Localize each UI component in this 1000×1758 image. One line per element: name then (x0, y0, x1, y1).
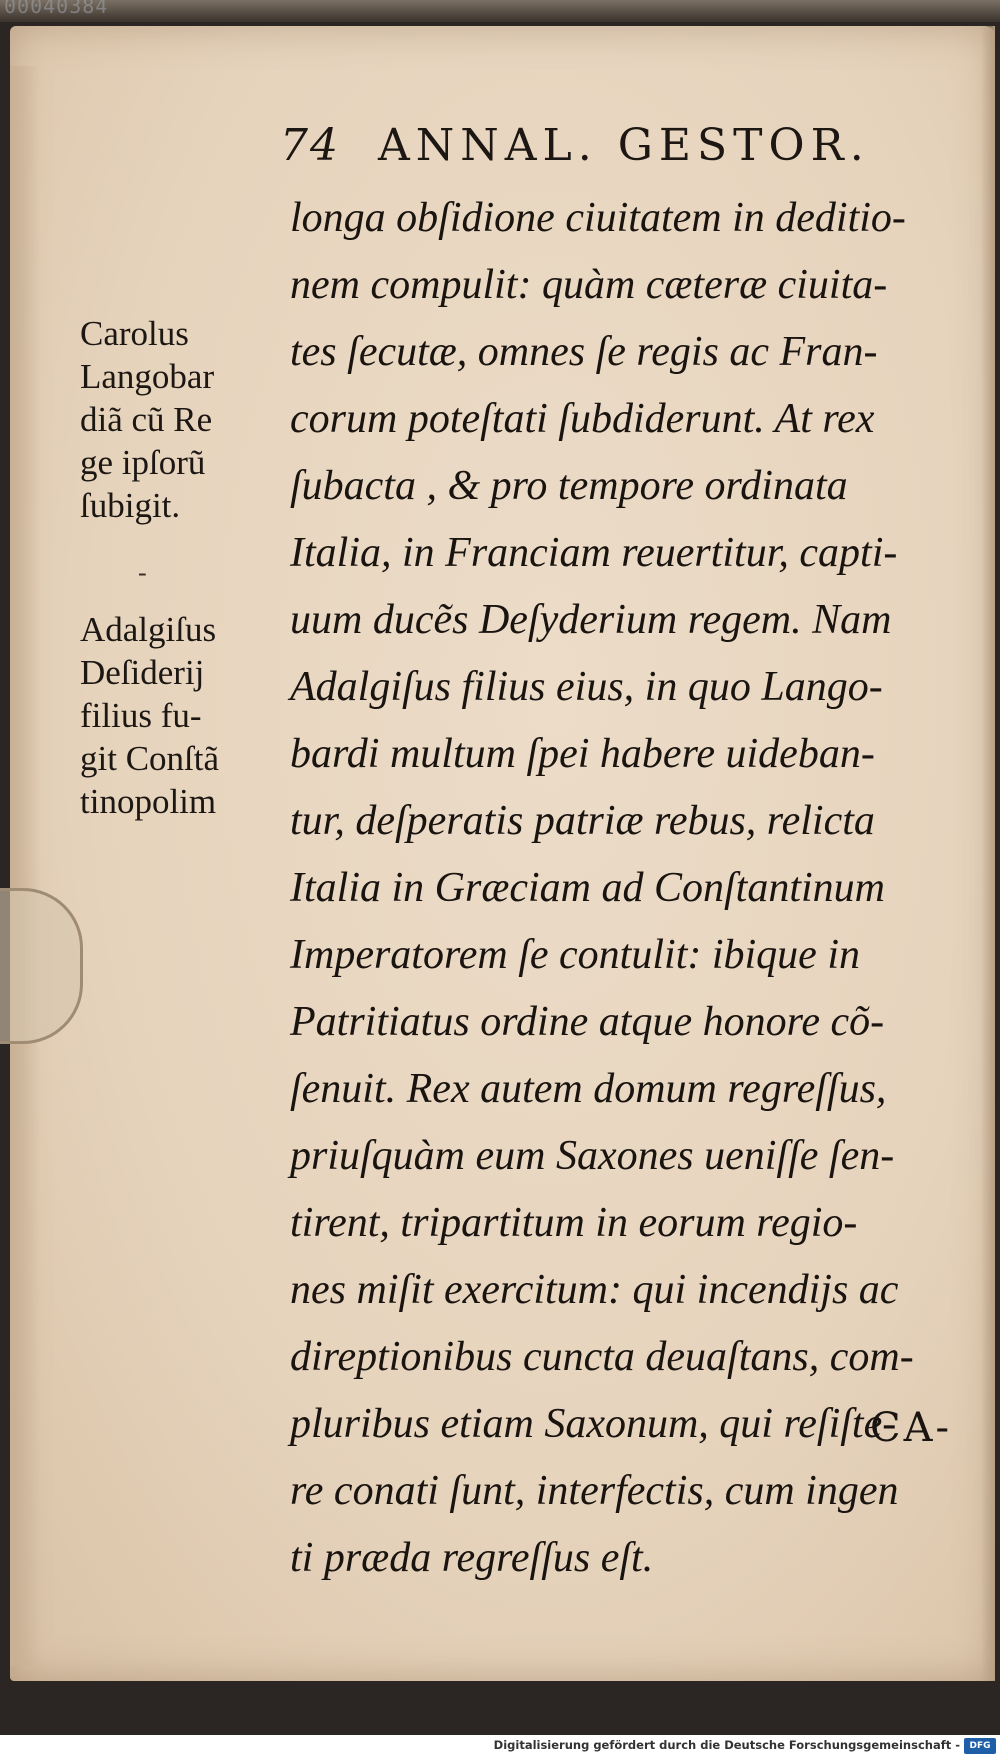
text-line: nes miſit exercitum: qui incendijs ac (290, 1267, 899, 1313)
text-line: Patritiatus ordine atque honore cõ- (290, 999, 885, 1045)
text-line: ti præda regreſſus eſt. (290, 1535, 654, 1581)
text-line: direptionibus cuncta deuaſtans, com- (290, 1334, 914, 1380)
marginal-line: Carolus (80, 314, 189, 353)
page-number: 74 (280, 120, 340, 171)
running-header (280, 120, 940, 171)
text-line: tes ſecutæ, omnes ſe regis ac Fran- (290, 329, 878, 375)
marginal-line: ſubigit. (80, 486, 181, 525)
marginal-line: tinopolim (80, 782, 217, 821)
marginal-line: ge ipſorũ (80, 443, 206, 482)
book-clasp (0, 888, 83, 1044)
text-line: uum ducẽs Deſyderium regem. Nam (290, 597, 892, 643)
marginal-line: Adalgiſus (80, 610, 217, 649)
scan-id-label: 00040384 (4, 0, 109, 18)
text-line: priuſquàm eum Saxones ueniſſe ſen- (290, 1133, 895, 1179)
funding-credit: Digitalisierung gefördert durch die Deutsche Forschungsgemeinschaft - (493, 1738, 960, 1752)
footer-bar (0, 1735, 1000, 1758)
page-gutter-shadow (10, 66, 40, 1666)
text-line: longa obſidione ciuitatem in deditio- (290, 195, 906, 241)
text-line: pluribus etiam Saxonum, qui reſiſte- (290, 1401, 897, 1447)
marginal-dash: - (138, 558, 147, 587)
marginal-line: Deſiderij (80, 653, 205, 692)
catchword: CA- (870, 1405, 953, 1451)
text-line: bardi multum ſpei habere uideban- (290, 731, 875, 777)
marginal-note-carolus (80, 312, 280, 527)
text-line: ſenuit. Rex autem domum regreſſus, (290, 1066, 887, 1112)
running-title: ANNAL. GESTOR. (378, 120, 870, 171)
marginal-line: git Conſtã (80, 739, 220, 778)
text-line: tirent, tripartitum in eorum regio- (290, 1200, 858, 1246)
text-line: nem compulit: quàm cæteræ ciuita- (290, 262, 888, 308)
scanner-top-strip (0, 0, 1000, 22)
marginal-line: Langobar (80, 357, 215, 396)
marginal-line: filius fu- (80, 696, 202, 735)
marginal-line: diã cũ Re (80, 400, 213, 439)
text-line: ſubacta , & pro tempore ordinata (290, 463, 848, 509)
marginal-note-adalgisus (80, 608, 280, 823)
text-line: tur, deſperatis patriæ rebus, relicta (290, 798, 875, 844)
text-line: re conati ſunt, interfectis, cum ingen (290, 1468, 899, 1514)
text-line: Italia in Græciam ad Conſtantinum (290, 865, 886, 911)
text-line: Imperatorem ſe contulit: ibique in (290, 932, 860, 978)
page-edge-shadow (981, 26, 995, 1681)
text-line: corum poteſtati ſubdiderunt. At rex (290, 396, 875, 442)
text-line: Italia, in Franciam reuertitur, capti- (290, 530, 898, 576)
text-line: Adalgiſus filius eius, in quo Lango- (290, 664, 883, 710)
dfg-logo: DFG (964, 1738, 996, 1754)
main-text-block (290, 185, 953, 1592)
